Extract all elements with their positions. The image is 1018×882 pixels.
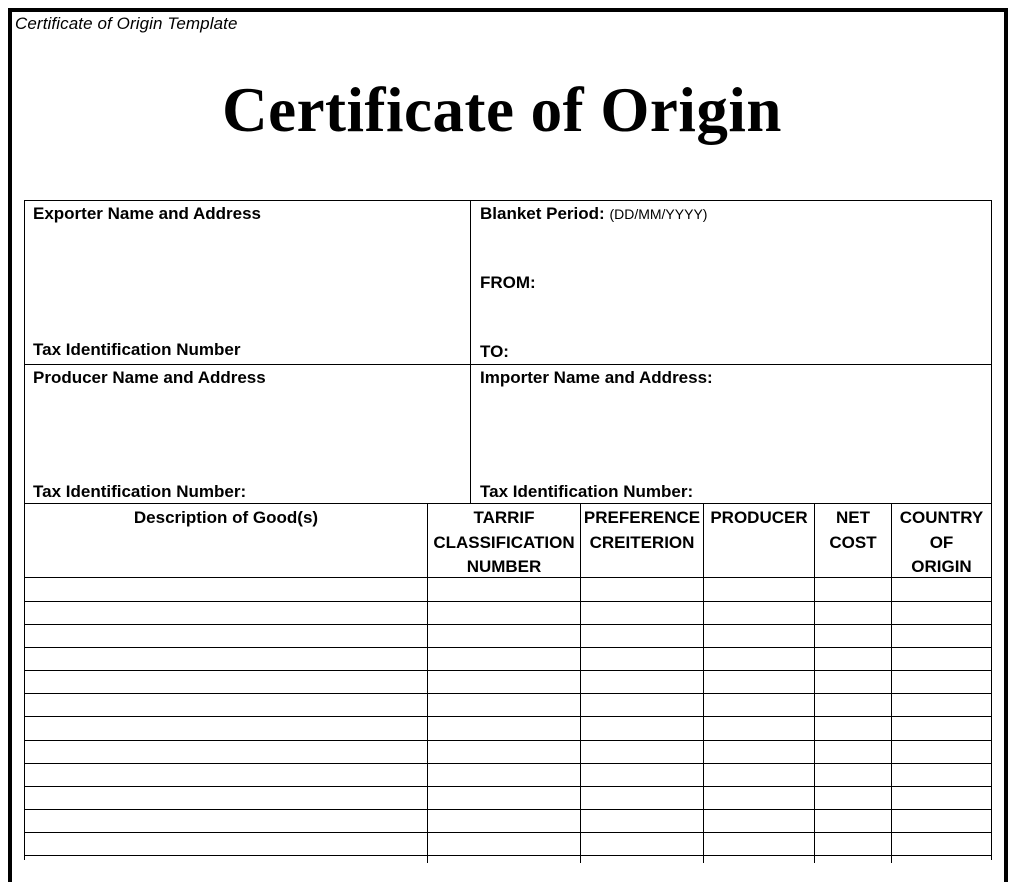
template-label: Certificate of Origin Template [15,14,238,33]
importer-label: Importer Name and Address: [480,368,713,387]
exporter-tax-id-label: Tax Identification Number [33,340,241,359]
table-row [24,809,992,810]
to-label: TO: [480,342,509,361]
table-row [24,740,992,741]
form-right-border [991,200,992,860]
blanket-period-format: (DD/MM/YYYY) [609,206,708,222]
blanket-period [480,204,707,224]
table-row [24,716,992,717]
table-row [24,647,992,648]
from-label: FROM: [480,273,536,292]
table-row [24,763,992,764]
column-header-producer: PRODUCER [710,508,808,527]
blanket-period-label: Blanket Period: [480,204,605,223]
table-row [24,624,992,625]
producer-label: Producer Name and Address [33,368,266,387]
column-header-preference-criterion: PREFERENCE CREITERION [583,508,701,552]
producer-tax-id-label: Tax Identification Number: [33,482,247,501]
column-header-description: Description of Good(s) [133,508,319,527]
table-row [24,786,992,787]
table-row [24,855,992,856]
exporter-label: Exporter Name and Address [33,204,261,223]
column-header-net-cost: NET COST [829,508,877,552]
section-divider [24,364,992,365]
table-row [24,693,992,694]
goods-table-top-border [24,503,992,504]
table-row [24,601,992,602]
table-row [24,832,992,833]
page-title: Certificate of Origin [222,75,782,145]
form-top-border [24,200,992,201]
column-header-country-of-origin: COUNTRY OF ORIGIN [899,508,984,576]
table-row [24,670,992,671]
form-middle-divider [470,200,471,503]
importer-tax-id-label: Tax Identification Number: [480,482,694,501]
column-header-tarrif-classification: TARRIF CLASSIFICATION NUMBER [433,508,575,576]
